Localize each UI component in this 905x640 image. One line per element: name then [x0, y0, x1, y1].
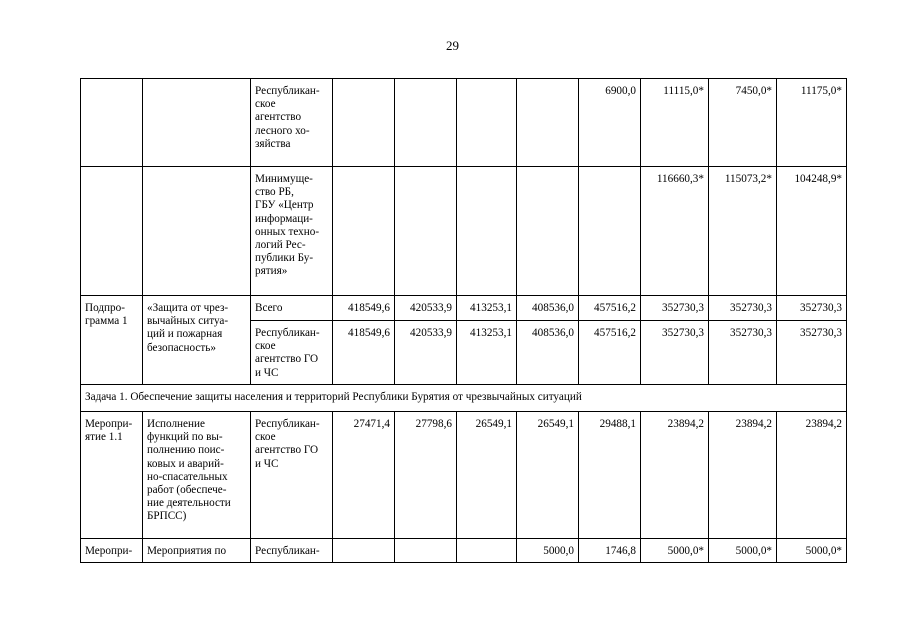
value-cell: 1746,8 — [579, 539, 641, 563]
value-cell: 413253,1 — [457, 321, 517, 385]
value-cell — [517, 79, 579, 167]
value-cell: 408536,0 — [517, 321, 579, 385]
value-cell — [333, 539, 395, 563]
value-cell: 23894,2 — [641, 412, 709, 539]
subprogram-code: Подпро- грамма 1 — [81, 296, 143, 385]
value-cell: 352730,3 — [777, 296, 847, 321]
value-cell: 418549,6 — [333, 321, 395, 385]
table-row-task — [81, 385, 847, 412]
value-cell: 11115,0* — [641, 79, 709, 167]
value-cell: 352730,3 — [709, 296, 777, 321]
value-cell: 11175,0* — [777, 79, 847, 167]
budget-table — [80, 78, 847, 563]
table-row-subprogram-total — [81, 296, 847, 321]
value-cell: 457516,2 — [579, 296, 641, 321]
value-cell — [395, 167, 457, 296]
value-cell: 5000,0* — [777, 539, 847, 563]
value-cell: 23894,2 — [709, 412, 777, 539]
value-cell: 23894,2 — [777, 412, 847, 539]
cell-empty — [81, 79, 143, 167]
table-row-agency-forest — [81, 79, 847, 167]
value-cell: 6900,0 — [579, 79, 641, 167]
subprogram-title: «Защита от чрез- вычайных ситуа- ций и пожарная безопасность» — [143, 296, 251, 385]
executor-cell: Всего — [251, 296, 333, 321]
value-cell — [395, 79, 457, 167]
value-cell: 26549,1 — [457, 412, 517, 539]
value-cell: 7450,0* — [709, 79, 777, 167]
measure-code: Меропри- — [81, 539, 143, 563]
value-cell: 115073,2* — [709, 167, 777, 296]
value-cell: 457516,2 — [579, 321, 641, 385]
value-cell — [395, 539, 457, 563]
value-cell: 5000,0 — [517, 539, 579, 563]
value-cell: 5000,0* — [709, 539, 777, 563]
value-cell: 352730,3 — [777, 321, 847, 385]
cell-empty — [143, 79, 251, 167]
executor-cell: Минимуще- ство РБ, ГБУ «Центр информаци- онных техно- логий Рес- публики Бу- рятия» — [251, 167, 333, 296]
executor-cell: Республикан- ское агентство лесного хо- зяйства — [251, 79, 333, 167]
value-cell — [517, 167, 579, 296]
cell-empty — [143, 167, 251, 296]
table-row-measure-1-1 — [81, 412, 847, 539]
executor-cell: Республикан- ское агентство ГО и ЧС — [251, 321, 333, 385]
measure-title: Исполнение функций по вы- полнению поис- ковых и аварий- но-спасательных работ (обеспече- ние деятельности БРПСС) — [143, 412, 251, 539]
measure-code: Меропри- ятие 1.1 — [81, 412, 143, 539]
page-number: 29 — [446, 38, 459, 53]
measure-title: Мероприятия по — [143, 539, 251, 563]
value-cell: 116660,3* — [641, 167, 709, 296]
value-cell: 352730,3 — [709, 321, 777, 385]
value-cell: 408536,0 — [517, 296, 579, 321]
value-cell: 104248,9* — [777, 167, 847, 296]
value-cell: 29488,1 — [579, 412, 641, 539]
value-cell — [457, 539, 517, 563]
value-cell: 352730,3 — [641, 321, 709, 385]
table-row-ministry — [81, 167, 847, 296]
value-cell — [333, 79, 395, 167]
executor-cell: Республикан- ское агентство ГО и ЧС — [251, 412, 333, 539]
task-heading: Задача 1. Обеспечение защиты населения и территорий Республики Бурятия от чрезвычайных ситуаций — [81, 385, 847, 412]
value-cell: 420533,9 — [395, 321, 457, 385]
value-cell: 27471,4 — [333, 412, 395, 539]
value-cell — [457, 167, 517, 296]
value-cell: 413253,1 — [457, 296, 517, 321]
value-cell — [579, 167, 641, 296]
value-cell — [333, 167, 395, 296]
value-cell: 352730,3 — [641, 296, 709, 321]
table-row-measure-next — [81, 539, 847, 563]
value-cell: 420533,9 — [395, 296, 457, 321]
value-cell: 27798,6 — [395, 412, 457, 539]
value-cell: 418549,6 — [333, 296, 395, 321]
value-cell: 26549,1 — [517, 412, 579, 539]
value-cell — [457, 79, 517, 167]
executor-cell: Республикан- — [251, 539, 333, 563]
cell-empty — [81, 167, 143, 296]
value-cell: 5000,0* — [641, 539, 709, 563]
